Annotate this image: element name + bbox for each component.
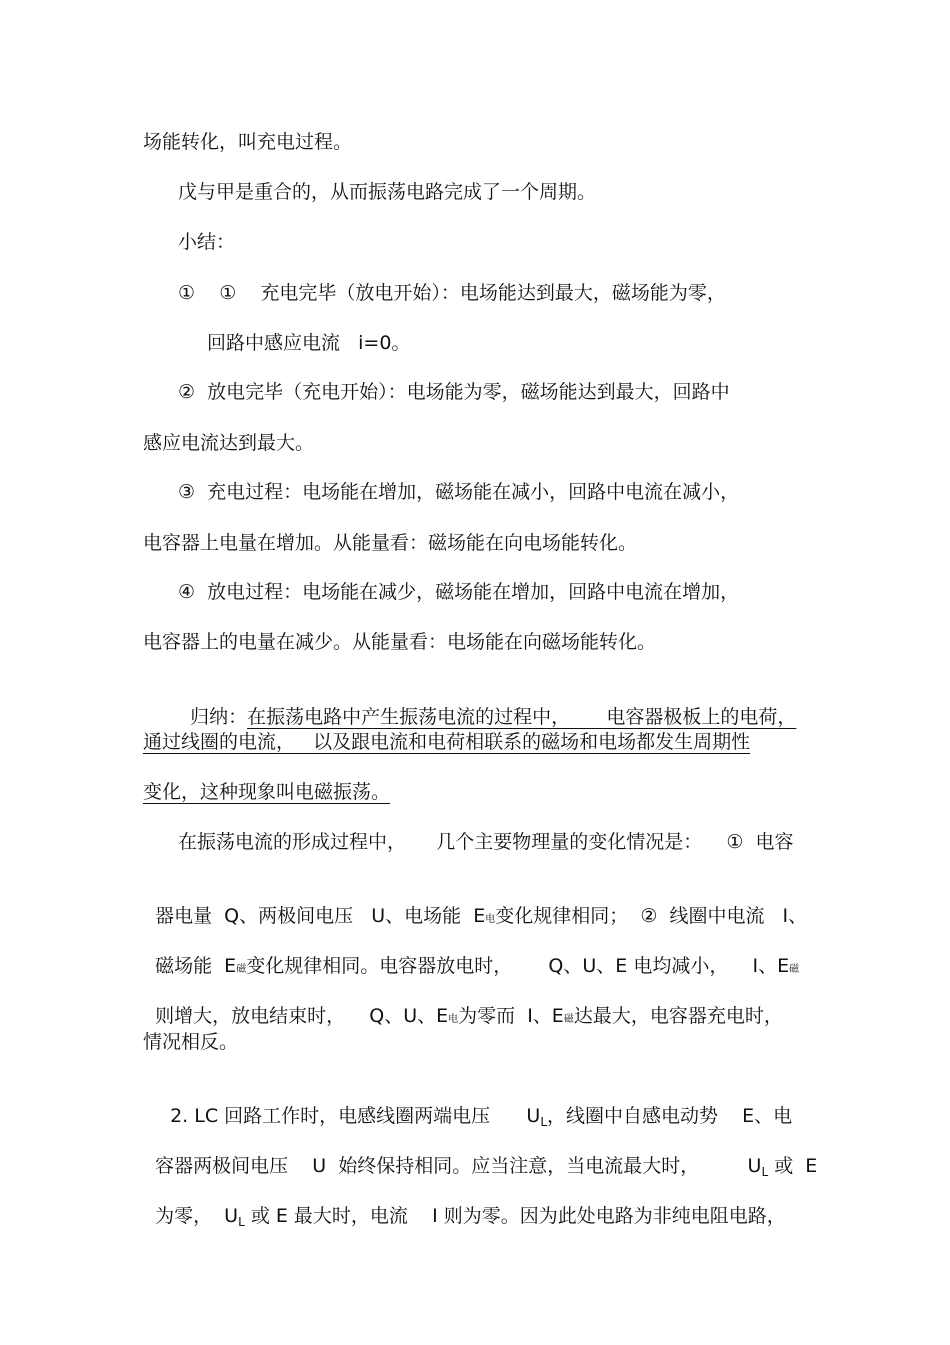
summary-underlined-text: 通过线圈的电流， 以及跟电流和电荷相联系的磁场和电场都发生周期性 bbox=[143, 731, 751, 753]
text-span: 容器两极间电压 U 始终保持相同。应当注意，当电流最大时， U bbox=[155, 1155, 762, 1177]
text-line: 在振荡电流的形成过程中， 几个主要物理量的变化情况是： ① 电容 bbox=[178, 831, 794, 853]
text-line: 场能转化，叫充电过程。 bbox=[143, 131, 353, 153]
text-span: 或 E 最大时，电流 I 则为零。因为此处电路为非纯电阻电路， bbox=[244, 1205, 786, 1227]
text-span: 磁场能 E bbox=[155, 955, 237, 977]
subscript: L bbox=[540, 1115, 547, 1129]
text-span: 器电量 Q、两极间电压 U、电场能 E bbox=[155, 905, 486, 927]
text-line: ④ 放电过程：电场能在减少，磁场能在增加，回路中电流在增加， bbox=[178, 581, 740, 603]
text-span: ，线圈中自感电动势 E、电 bbox=[547, 1105, 793, 1127]
text-line: 电容器上的电量在减少。从能量看：电场能在向磁场能转化。 bbox=[143, 631, 657, 653]
subscript: 磁 bbox=[236, 964, 247, 975]
text-line: ① ① 充电完毕（放电开始）：电场能达到最大，磁场能为零， bbox=[178, 282, 726, 304]
text-span: 为零而 I、E bbox=[458, 1005, 564, 1027]
subscript: L bbox=[238, 1215, 245, 1229]
subscript: 磁 bbox=[563, 1014, 574, 1025]
text-span: 变化规律相同。电容器放电时， Q、U、E 电均减小， I、E bbox=[246, 955, 790, 977]
text-span: 则增大，放电结束时， Q、U、E bbox=[155, 1005, 449, 1027]
text-span: 或 E bbox=[768, 1155, 818, 1177]
subscript: L bbox=[761, 1165, 769, 1179]
text-line bbox=[143, 1130, 817, 1184]
text-line: 电容器上电量在增加。从能量看：磁场能在向电场能转化。 bbox=[143, 532, 638, 554]
summary-underlined-text: 在振荡电路中产生振荡电流的过程中， 电容器极板上的电荷， bbox=[247, 706, 797, 728]
text-line: 感应电流达到最大。 bbox=[143, 432, 315, 454]
text-line bbox=[143, 980, 783, 1032]
subscript: 磁 bbox=[789, 964, 800, 975]
text-line: ② 放电完毕（充电开始）：电场能为零，磁场能达到最大，回路中 bbox=[178, 381, 730, 403]
text-line: 情况相反。 bbox=[143, 1031, 239, 1053]
text-line: 回路中感应电流 i=0。 bbox=[207, 332, 411, 354]
summary-line bbox=[178, 681, 796, 729]
subscript: 电 bbox=[448, 1014, 459, 1025]
subscript: 电 bbox=[485, 914, 496, 925]
summary-label: 归纳： bbox=[190, 706, 248, 728]
text-span: 达最大，电容器充电时， bbox=[573, 1005, 783, 1027]
text-line bbox=[143, 880, 807, 932]
text-line: ③ 充电过程：电场能在增加，磁场能在减小，回路中电流在减小， bbox=[178, 481, 740, 503]
text-span: 2. LC 回路工作时，电感线圈两端电压 U bbox=[170, 1105, 541, 1127]
text-line bbox=[143, 930, 799, 982]
text-line: 小结： bbox=[178, 231, 236, 253]
text-line: 戊与甲是重合的，从而振荡电路完成了一个周期。 bbox=[178, 181, 597, 203]
text-line bbox=[158, 1080, 792, 1134]
text-line bbox=[143, 1180, 786, 1234]
text-span: 变化规律相同； ② 线圈中电流 I、 bbox=[495, 905, 808, 927]
text-span: 为零， U bbox=[155, 1205, 239, 1227]
summary-underlined-text: 变化，这种现象叫电磁振荡。 bbox=[143, 781, 391, 803]
